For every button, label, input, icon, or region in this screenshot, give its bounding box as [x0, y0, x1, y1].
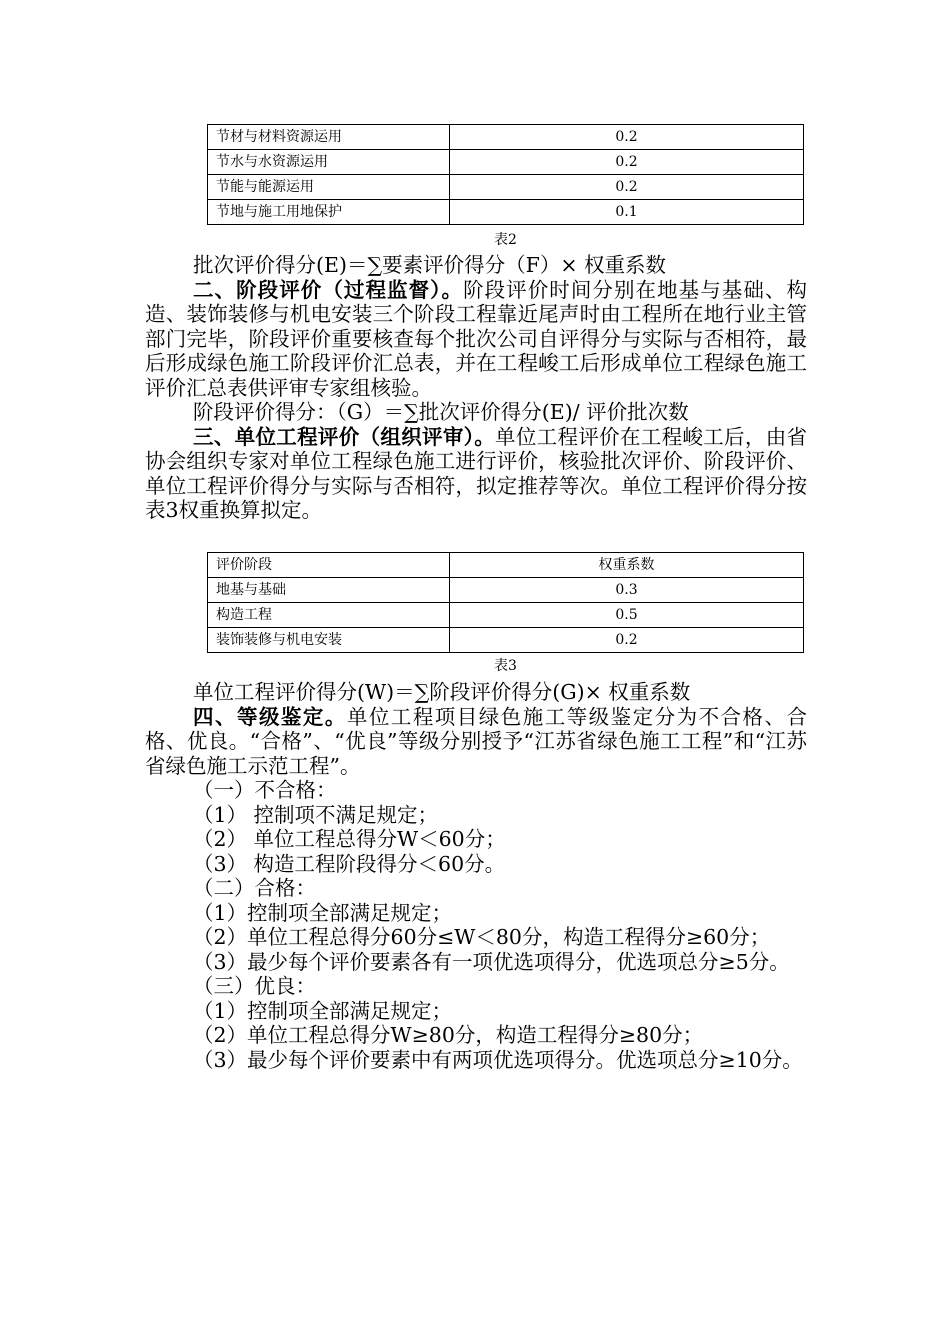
text-block-b [145, 680, 807, 1072]
table-row [208, 175, 804, 200]
list-heading-good: （三）优良： [193, 974, 316, 998]
table-caption-3: 表3 [494, 658, 517, 674]
list-item: （2）单位工程总得分60分≤W＜80分，构造工程得分≥60分； [193, 925, 771, 949]
list-item: （3） 构造工程阶段得分＜60分。 [193, 851, 506, 876]
section-heading: 三、单位工程评价（组织评审）。 [193, 424, 496, 449]
table-header-row [208, 553, 804, 578]
section-body: 单位工程评价在工程峻工后，由省协会组织专家对单位工程绿色施工进行评价，核验批次评价、阶段评价、单位工程评价得分与实际与否相符，拟定推荐等次。单位工程评价得分按表3权重换算拟定。 [145, 424, 808, 522]
table-cell: 0.5 [450, 603, 804, 628]
table-cell: 0.3 [450, 578, 804, 603]
list-heading-fail: （一）不合格： [193, 778, 337, 802]
table-cell: 0.2 [450, 628, 804, 653]
paragraph-unit-evaluation [145, 425, 807, 523]
table-cell: 节地与施工用地保护 [208, 200, 450, 225]
list-item: （3）最少每个评价要素各有一项优选项得分，优选项总分≥5分。 [193, 949, 790, 974]
table-row [208, 200, 804, 225]
list-item: （1）控制项全部满足规定； [193, 900, 453, 925]
table-row [208, 603, 804, 628]
list-item: （3）最少每个评价要素中有两项优选项得分。优选项总分≥10分。 [193, 1047, 803, 1072]
table-header-cell: 评价阶段 [208, 553, 450, 578]
table-cell: 0.2 [450, 175, 804, 200]
weight-table-2 [207, 124, 804, 225]
section-body: 单位工程项目绿色施工等级鉴定分为不合格、合格、优良。“合格”、“优良”等级分别授予“江苏省绿色施工工程”和“江苏省绿色施工示范工程”。 [145, 704, 808, 778]
table-cell: 节能与能源运用 [208, 175, 450, 200]
table-row [208, 125, 804, 150]
table-row [208, 628, 804, 653]
table-cell: 节水与水资源运用 [208, 150, 450, 175]
list-item: （1） 控制项不满足规定； [193, 802, 439, 827]
formula-unit: 单位工程评价得分(W)＝∑阶段评价得分(G)× 权重系数 [193, 680, 691, 704]
list-item: （1）控制项全部满足规定； [193, 998, 453, 1023]
list-heading-pass: （二）合格： [193, 876, 316, 900]
table-cell: 0.1 [450, 200, 804, 225]
table-cell: 0.2 [450, 125, 804, 150]
section-body: 阶段评价时间分别在地基与基础、构造、装饰装修与机电安装三个阶段工程靠近尾声时由工程所在地行业主管部门完毕，阶段评价重要核查每个批次公司自评得分与实际与否相符，最后形成绿色施工阶段评价汇总表，并在工程峻工后形成单位工程绿色施工评价汇总表供评审专家组核验。 [145, 277, 807, 400]
list-item: （2） 单位工程总得分W＜60分； [193, 827, 506, 851]
table-cell: 构造工程 [208, 603, 450, 628]
table-cell: 装饰装修与机电安装 [208, 628, 450, 653]
section-heading: 二、阶段评价（过程监督）。 [193, 277, 464, 302]
table-cell: 地基与基础 [208, 578, 450, 603]
section-heading: 四、等级鉴定。 [193, 704, 347, 729]
table-header-cell: 权重系数 [450, 553, 804, 578]
formula-batch: 批次评价得分(E)＝∑要素评价得分（F）× 权重系数 [193, 253, 667, 277]
text-block-a [145, 253, 807, 523]
paragraph-grading [145, 705, 807, 779]
formula-stage: 阶段评价得分：（G）＝∑批次评价得分(E)/ 评价批次数 [193, 400, 689, 424]
table-caption-2: 表2 [494, 232, 517, 248]
table-row [208, 150, 804, 175]
weight-table-3 [207, 552, 804, 653]
list-item: （2）单位工程总得分W≥80分，构造工程得分≥80分； [193, 1023, 704, 1047]
table-cell: 节材与材料资源运用 [208, 125, 450, 150]
paragraph-stage-evaluation [145, 278, 807, 401]
table-cell: 0.2 [450, 150, 804, 175]
table-row [208, 578, 804, 603]
